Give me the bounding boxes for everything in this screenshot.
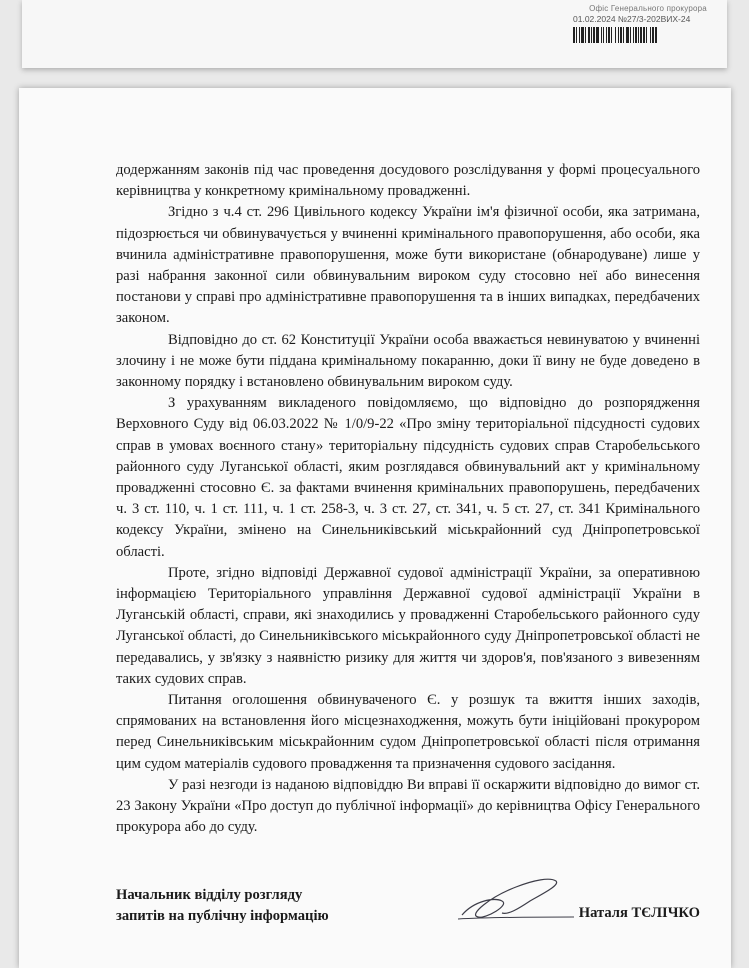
barcode-bar (630, 27, 631, 43)
barcode-bar (593, 27, 595, 43)
registration-stamp (573, 4, 723, 43)
barcode-bar (635, 27, 637, 43)
paragraph-wanted-notice: Питання оголошення обвинуваченого Є. у розшук та вжиття інших заходів, спрямованих на встановлення його місцезнаходження, можуть бути ініційовані прокурором перед Синельниківським міськрайонним судом Дніпропетровської області після отримання цим судом матеріалів судового провадження та призначення судового засідання. (116, 692, 700, 772)
barcode-bar (640, 27, 642, 43)
barcode-bar (596, 27, 599, 43)
document-body (116, 160, 700, 839)
barcode-bar (623, 27, 624, 43)
barcode-bar (585, 27, 586, 43)
signatory-name: Наталя ТЄЛІЧКО (578, 905, 700, 921)
barcode-bar (633, 27, 634, 43)
barcode-bar (601, 27, 602, 43)
barcode-icon (573, 27, 723, 43)
paragraph-court-administration: Проте, згідно відповіді Державної судової адміністрації України, за оперативною інформацією Територіального управління Державної судової адміністрації України в Луганській області, справи, які знаходились у провадженні Старобельського районного суду Луганської області, до Синельниківського міськрайонного суду Дніпропетровської області не передавались, у зв'язку з наявністю ризику для життя чи здоров'я, пов'язаного з вивезенням таких судових справ. (116, 564, 700, 687)
barcode-bar (646, 27, 647, 43)
barcode-bar (652, 27, 654, 43)
barcode-bar (618, 27, 619, 43)
paragraph-continuation: додержанням законів під час проведення досудового розслідування у формі процесуального керівництва у конкретному кримінальному провадженні. (116, 162, 700, 200)
barcode-bar (615, 27, 616, 43)
handwritten-signature-icon (456, 871, 576, 933)
barcode-bar (576, 27, 577, 43)
paragraph-constitution: Відповідно до ст. 62 Конституції України особа вважається невинуватою у вчиненні злочину і не може бути піддана кримінальному покаранню, доки її вину не буде доведено в законному порядку і встановлено обвинувальним вироком суду. (116, 331, 700, 391)
barcode-bar (603, 27, 604, 43)
barcode-bar (581, 27, 584, 43)
barcode-bar (626, 27, 629, 43)
barcode-bar (606, 27, 607, 43)
paragraph-civil-code: Згідно з ч.4 ст. 296 Цивільного кодексу України ім'я фізичної особи, яка затримана, підозрюється чи обвинувачується у вчиненні кримінального правопорушення, або особи, яка вчинила адміністративне правопорушення, може бути використане (обнародуване) лише у разі набрання законної сили обвинувальним вироком суду стосовно неї або винесення постанови у справі про адміністративне правопорушення та в інших випадках, передбачених законом. (116, 204, 700, 327)
barcode-bar (573, 27, 575, 43)
stamp-registration-number: 01.02.2024 №27/3-202ВИХ-24 (573, 14, 691, 24)
signatory-position (116, 885, 329, 927)
barcode-bar (591, 27, 592, 43)
barcode-bar (638, 27, 639, 43)
barcode-bar (588, 27, 590, 43)
barcode-bar (611, 27, 612, 43)
signatory-position-line1: Начальник відділу розгляду (116, 887, 303, 903)
barcode-bar (608, 27, 610, 43)
barcode-bar (650, 27, 651, 43)
paragraph-appeal: У разі незгоди із наданою відповіддю Ви вправі її оскаржити відповідно до вимог ст. 23 Закону України «Про доступ до публічної інформації» до керівництва Офісу Генерального прокурора або до суду. (116, 776, 700, 836)
document-page (19, 88, 731, 968)
paragraph-jurisdiction: З урахуванням викладеного повідомляємо, що відповідно до розпорядження Верховного Суду від 06.03.2022 № 1/0/9-22 «Про зміну територіальної підсудності судових справ в умовах воєнного стану» територіальну підсудність судових справ Старобельського районного суду Луганської області, яким розглядався обвинувальний акт у кримінальному провадженні стосовно Є. за фактами вчинення кримінальних правопорушень, передбачених ч. 3 ст. 110, ч. 1 ст. 111, ч. 1 ст. 258-3, ч. 3 ст. 27, ст. 341, ч. 5 ст. 27, ст. 341 Кримінального кодексу України, змінено на Синельниківський міськрайонний суд Дніпропетровської області. (116, 395, 700, 560)
barcode-bar (620, 27, 622, 43)
signature-block (116, 885, 700, 945)
barcode-bar (655, 27, 657, 43)
signatory-position-line2: запитів на публічну інформацію (116, 908, 329, 924)
previous-page-strip (22, 0, 727, 68)
barcode-bar (643, 27, 645, 43)
barcode-bar (579, 27, 580, 43)
stamp-office: Офіс Генерального прокурора (589, 4, 707, 13)
